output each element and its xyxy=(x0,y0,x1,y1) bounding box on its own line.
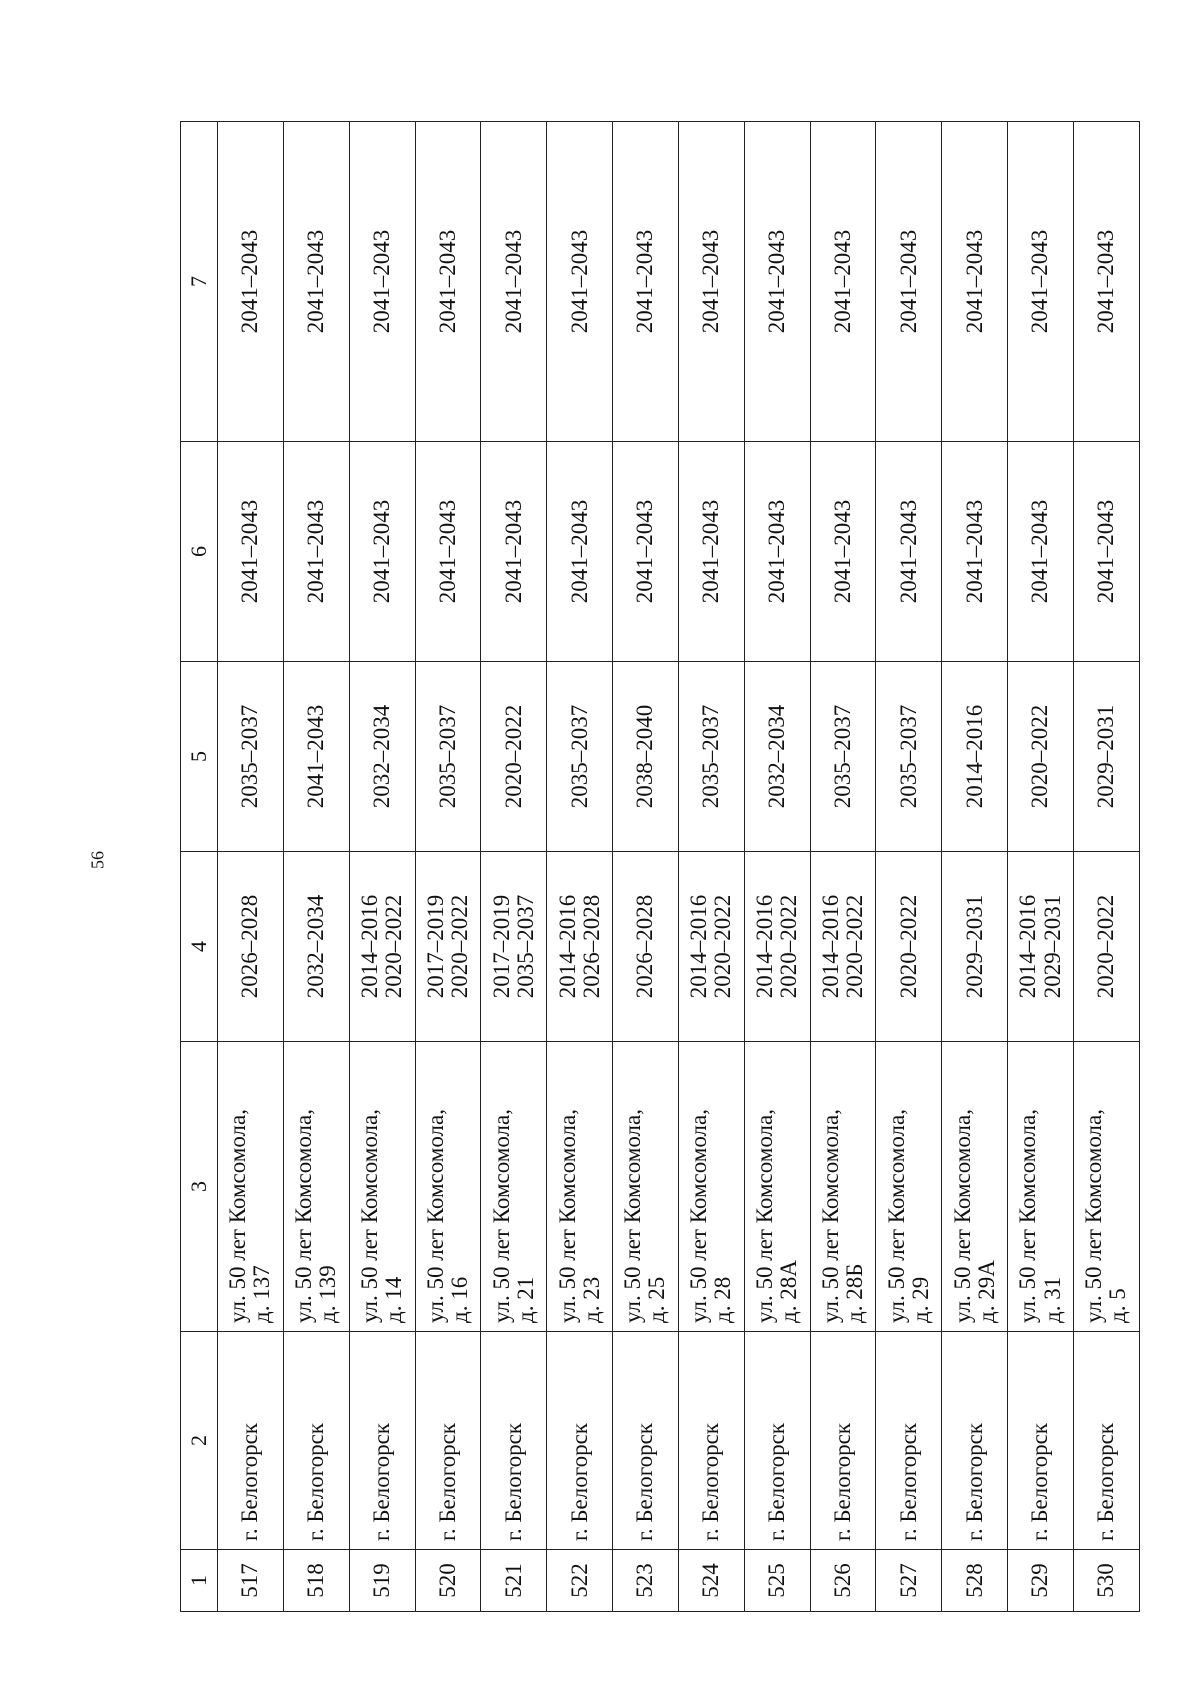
row-number-cell: 526 xyxy=(810,1550,876,1612)
period-col5-cell: 2041–2043 xyxy=(283,662,349,852)
row-number-cell: 528 xyxy=(942,1550,1008,1612)
table-row xyxy=(349,122,415,1612)
address-street: ул. 50 лет Комсомола, xyxy=(620,1109,646,1323)
table-row xyxy=(547,122,613,1612)
table-row xyxy=(942,122,1008,1612)
period-col4-cell xyxy=(1008,852,1074,1042)
city-cell: г. Белогорск xyxy=(1008,1332,1074,1550)
header-cell: 3 xyxy=(181,1042,218,1332)
period-col5-cell: 2035–2037 xyxy=(678,662,744,852)
address-cell xyxy=(218,1042,284,1332)
period-col7-cell: 2041–2043 xyxy=(415,122,481,442)
page-number-text: 56 xyxy=(87,851,108,869)
address-street: ул. 50 лет Комсомола, xyxy=(686,1109,712,1323)
address-street: ул. 50 лет Комсомола, xyxy=(225,1109,251,1323)
table-row xyxy=(810,122,876,1612)
address-cell xyxy=(678,1042,744,1332)
period-col7-cell: 2041–2043 xyxy=(678,122,744,442)
period-col7-cell: 2041–2043 xyxy=(547,122,613,442)
period-col6-cell: 2041–2043 xyxy=(1008,442,1074,662)
table-container xyxy=(180,122,1140,1612)
header-cell: 7 xyxy=(181,122,218,442)
period-value: 2032–2034 xyxy=(303,894,329,999)
table-row xyxy=(876,122,942,1612)
period-col5-cell: 2035–2037 xyxy=(415,662,481,852)
row-number-cell: 521 xyxy=(481,1550,547,1612)
period-col4-cell xyxy=(481,852,547,1042)
period-col4-cell xyxy=(613,852,679,1042)
period-value: 2014–2016 xyxy=(554,894,580,999)
header-cell: 2 xyxy=(181,1332,218,1550)
period-value: 2014–2016 xyxy=(817,894,843,999)
address-street: ул. 50 лет Комсомола, xyxy=(422,1109,448,1323)
address-cell xyxy=(349,1042,415,1332)
city-cell: г. Белогорск xyxy=(613,1332,679,1550)
address-cell xyxy=(1073,1042,1139,1332)
city-cell: г. Белогорск xyxy=(218,1332,284,1550)
table-row xyxy=(613,122,679,1612)
period-col7-cell: 2041–2043 xyxy=(876,122,942,442)
row-number-cell: 527 xyxy=(876,1550,942,1612)
period-col5-cell: 2035–2037 xyxy=(547,662,613,852)
row-number-cell: 524 xyxy=(678,1550,744,1612)
row-number-cell: 525 xyxy=(744,1550,810,1612)
row-number-cell: 520 xyxy=(415,1550,481,1612)
period-col6-cell: 2041–2043 xyxy=(810,442,876,662)
period-value: 2014–2016 xyxy=(752,894,778,999)
period-value: 2020–2022 xyxy=(381,894,407,999)
address-street: ул. 50 лет Комсомола, xyxy=(1081,1109,1107,1323)
address-cell xyxy=(942,1042,1008,1332)
period-col6-cell: 2041–2043 xyxy=(942,442,1008,662)
address-street: ул. 50 лет Комсомола, xyxy=(752,1109,778,1323)
period-col6-cell: 2041–2043 xyxy=(218,442,284,662)
row-number-cell: 522 xyxy=(547,1550,613,1612)
address-house: д. 21 xyxy=(512,1276,538,1323)
table-row xyxy=(1008,122,1074,1612)
header-cell: 4 xyxy=(181,852,218,1042)
row-number-cell: 519 xyxy=(349,1550,415,1612)
table-row xyxy=(481,122,547,1612)
table-body xyxy=(181,122,1140,1612)
table-row xyxy=(218,122,284,1612)
period-value: 2035–2037 xyxy=(512,894,538,999)
period-value: 2020–2022 xyxy=(710,894,736,999)
period-col5-cell: 2020–2022 xyxy=(481,662,547,852)
address-cell xyxy=(744,1042,810,1332)
period-col5-cell: 2038–2040 xyxy=(613,662,679,852)
period-value: 2026–2028 xyxy=(632,894,658,999)
city-cell: г. Белогорск xyxy=(283,1332,349,1550)
city-cell: г. Белогорск xyxy=(810,1332,876,1550)
period-col5-cell: 2014–2016 xyxy=(942,662,1008,852)
address-street: ул. 50 лет Комсомола, xyxy=(554,1109,580,1323)
address-cell xyxy=(1008,1042,1074,1332)
address-cell xyxy=(547,1042,613,1332)
period-col7-cell: 2041–2043 xyxy=(1008,122,1074,442)
row-number-cell: 529 xyxy=(1008,1550,1074,1612)
period-col4-cell xyxy=(744,852,810,1042)
address-house: д. 29А xyxy=(973,1260,999,1323)
period-col7-cell: 2041–2043 xyxy=(218,122,284,442)
row-number-cell: 517 xyxy=(218,1550,284,1612)
period-col4-cell xyxy=(678,852,744,1042)
address-house: д. 29 xyxy=(907,1276,933,1323)
address-house: д. 5 xyxy=(1105,1288,1131,1323)
period-col4-cell xyxy=(218,852,284,1042)
period-col7-cell: 2041–2043 xyxy=(1073,122,1139,442)
period-col6-cell: 2041–2043 xyxy=(613,442,679,662)
period-value: 2026–2028 xyxy=(237,894,263,999)
address-house: д. 23 xyxy=(578,1276,604,1323)
address-house: д. 16 xyxy=(446,1276,472,1323)
period-col5-cell: 2035–2037 xyxy=(810,662,876,852)
table-row xyxy=(1073,122,1139,1612)
address-street: ул. 50 лет Комсомола, xyxy=(817,1109,843,1323)
table-row xyxy=(283,122,349,1612)
period-col4-cell xyxy=(876,852,942,1042)
schedule-table xyxy=(180,121,1140,1612)
period-col4-cell xyxy=(283,852,349,1042)
row-number-cell: 530 xyxy=(1073,1550,1139,1612)
period-value: 2014–2016 xyxy=(356,894,382,999)
period-col4-cell xyxy=(547,852,613,1042)
period-col7-cell: 2041–2043 xyxy=(810,122,876,442)
period-value: 2020–2022 xyxy=(776,894,802,999)
period-col6-cell: 2041–2043 xyxy=(349,442,415,662)
city-cell: г. Белогорск xyxy=(678,1332,744,1550)
city-cell: г. Белогорск xyxy=(942,1332,1008,1550)
period-col4-cell xyxy=(810,852,876,1042)
period-value: 2020–2022 xyxy=(446,894,472,999)
address-house: д. 31 xyxy=(1039,1276,1065,1323)
address-cell xyxy=(283,1042,349,1332)
address-house: д. 139 xyxy=(315,1265,341,1323)
city-cell: г. Белогорск xyxy=(547,1332,613,1550)
period-value: 2029–2031 xyxy=(1039,894,1065,999)
address-house: д. 28Б xyxy=(842,1263,868,1323)
period-col6-cell: 2041–2043 xyxy=(744,442,810,662)
period-col6-cell: 2041–2043 xyxy=(283,442,349,662)
address-street: ул. 50 лет Комсомола, xyxy=(1015,1109,1041,1323)
period-col6-cell: 2041–2043 xyxy=(415,442,481,662)
address-house: д. 28А xyxy=(776,1260,802,1323)
row-number-cell: 518 xyxy=(283,1550,349,1612)
address-street: ул. 50 лет Комсомола, xyxy=(883,1109,909,1323)
address-street: ул. 50 лет Комсомола, xyxy=(291,1109,317,1323)
table-row xyxy=(678,122,744,1612)
period-col4-cell xyxy=(415,852,481,1042)
period-value: 2017–2019 xyxy=(422,894,448,999)
address-street: ул. 50 лет Комсомола, xyxy=(488,1109,514,1323)
table-row xyxy=(415,122,481,1612)
row-number-cell: 523 xyxy=(613,1550,679,1612)
address-house: д. 137 xyxy=(249,1265,275,1323)
address-cell xyxy=(415,1042,481,1332)
city-cell: г. Белогорск xyxy=(744,1332,810,1550)
period-col7-cell: 2041–2043 xyxy=(349,122,415,442)
city-cell: г. Белогорск xyxy=(876,1332,942,1550)
address-cell xyxy=(481,1042,547,1332)
city-cell: г. Белогорск xyxy=(415,1332,481,1550)
period-col4-cell xyxy=(942,852,1008,1042)
period-col4-cell xyxy=(1073,852,1139,1042)
header-cell: 5 xyxy=(181,662,218,852)
period-col5-cell: 2032–2034 xyxy=(349,662,415,852)
period-col7-cell: 2041–2043 xyxy=(613,122,679,442)
period-col5-cell: 2020–2022 xyxy=(1008,662,1074,852)
period-value: 2026–2028 xyxy=(578,894,604,999)
rotated-table-frame xyxy=(180,122,1140,1612)
period-value: 2029–2031 xyxy=(961,894,987,999)
header-cell: 1 xyxy=(181,1550,218,1612)
city-cell: г. Белогорск xyxy=(1073,1332,1139,1550)
period-value: 2014–2016 xyxy=(686,894,712,999)
period-col5-cell: 2032–2034 xyxy=(744,662,810,852)
address-cell xyxy=(810,1042,876,1332)
period-value: 2020–2022 xyxy=(842,894,868,999)
header-row xyxy=(181,122,218,1612)
period-value: 2020–2022 xyxy=(1093,894,1119,999)
address-cell xyxy=(876,1042,942,1332)
period-col6-cell: 2041–2043 xyxy=(1073,442,1139,662)
header-cell: 6 xyxy=(181,442,218,662)
address-house: д. 25 xyxy=(644,1276,670,1323)
period-value: 2014–2016 xyxy=(1015,894,1041,999)
period-col4-cell xyxy=(349,852,415,1042)
address-street: ул. 50 лет Комсомола, xyxy=(356,1109,382,1323)
period-col7-cell: 2041–2043 xyxy=(481,122,547,442)
period-col7-cell: 2041–2043 xyxy=(744,122,810,442)
period-col7-cell: 2041–2043 xyxy=(283,122,349,442)
city-cell: г. Белогорск xyxy=(349,1332,415,1550)
period-col5-cell: 2029–2031 xyxy=(1073,662,1139,852)
period-col6-cell: 2041–2043 xyxy=(547,442,613,662)
period-col6-cell: 2041–2043 xyxy=(481,442,547,662)
period-value: 2020–2022 xyxy=(895,894,921,999)
period-col5-cell: 2035–2037 xyxy=(218,662,284,852)
period-col7-cell: 2041–2043 xyxy=(942,122,1008,442)
address-house: д. 14 xyxy=(381,1276,407,1323)
table-row xyxy=(744,122,810,1612)
address-cell xyxy=(613,1042,679,1332)
period-col5-cell: 2035–2037 xyxy=(876,662,942,852)
period-col6-cell: 2041–2043 xyxy=(876,442,942,662)
address-house: д. 28 xyxy=(710,1276,736,1323)
address-street: ул. 50 лет Комсомола, xyxy=(949,1109,975,1323)
period-col6-cell: 2041–2043 xyxy=(678,442,744,662)
period-value: 2017–2019 xyxy=(488,894,514,999)
city-cell: г. Белогорск xyxy=(481,1332,547,1550)
